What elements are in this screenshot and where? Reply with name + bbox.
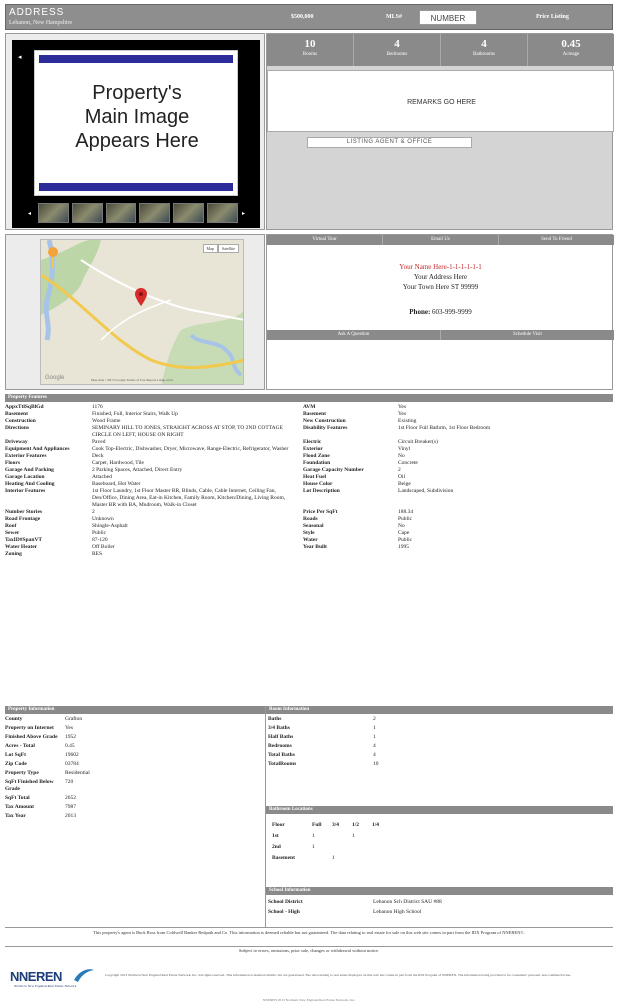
info-value: 2013 <box>65 813 76 819</box>
image-top-bar <box>39 55 233 63</box>
map-graphic <box>41 240 244 385</box>
info-value: 7987 <box>65 804 76 810</box>
room-value: 10 <box>373 761 379 767</box>
bath-floor: 1st <box>272 833 279 839</box>
bath-header-row <box>272 822 392 829</box>
feature-value: 87-120 <box>92 537 108 543</box>
contact-panel <box>266 234 613 390</box>
feature-row <box>5 460 613 467</box>
bath-count <box>352 855 372 862</box>
feature-row <box>5 404 613 411</box>
feature-value: 188.34 <box>398 509 414 515</box>
feature-label: House Color <box>303 481 333 487</box>
feature-value: No <box>398 453 405 459</box>
bath-count <box>332 844 352 851</box>
room-row <box>268 761 613 768</box>
bath-header-cell: 1/4 <box>372 822 380 828</box>
feature-value: Concrete <box>398 460 418 466</box>
feature-row <box>5 439 613 446</box>
feature-row <box>5 530 613 537</box>
feature-row <box>5 537 613 544</box>
feature-row <box>5 474 613 481</box>
info-value: 2652 <box>65 795 76 801</box>
feature-label <box>303 551 398 558</box>
bath-count: 1 <box>352 833 355 839</box>
feature-value <box>398 551 613 558</box>
feature-label: Number Stories <box>5 509 43 515</box>
image-bottom-bar <box>39 183 233 191</box>
logo-subtitle: Northern New England Real Estate Network <box>14 984 77 988</box>
bath-header-cell: Full <box>312 822 322 828</box>
feature-row <box>5 516 613 523</box>
feature-value: Yes <box>398 411 407 417</box>
feature-value: 1995 <box>398 544 409 550</box>
feature-label: Construction <box>5 418 36 424</box>
feature-value: Public <box>398 537 413 543</box>
main-image[interactable] <box>34 50 238 196</box>
info-row <box>5 725 265 732</box>
feature-row <box>5 523 613 530</box>
property-features-table <box>5 404 613 558</box>
info-value: Residential <box>65 770 90 776</box>
feature-value: Beige <box>398 481 411 487</box>
room-row <box>268 752 613 759</box>
feature-label: Equipment And Appliances <box>5 446 70 452</box>
stat-rooms: 10 Rooms <box>267 34 354 66</box>
thumbnail[interactable] <box>173 203 204 223</box>
feature-value: Public <box>398 516 413 522</box>
bath-floor: Basement <box>272 855 295 861</box>
copyright-text: Copyright 2013 Northern New England Real Estate Network, Inc. All rights reserved. This information is deemed reliable, but not guaranteed. The data relating to real estate displayed on this web site comes in part from the IDX Program of NNEREN. The information being provided is for consumers' personal, non-commercial use. <box>105 973 572 977</box>
info-label: County <box>5 716 23 722</box>
school-row <box>268 899 613 906</box>
phone-label: Phone: <box>409 308 431 316</box>
info-value: 19602 <box>65 752 79 758</box>
map[interactable] <box>40 239 244 385</box>
room-row <box>268 716 613 723</box>
feature-label: Price Per SqFt <box>303 509 338 515</box>
feature-label: Sewer <box>5 530 20 536</box>
thumbnail[interactable] <box>38 203 69 223</box>
photo-gallery <box>5 33 265 230</box>
listing-header <box>5 4 613 30</box>
feature-value: Circuit Breaker(s) <box>398 439 438 445</box>
bathroom-locations-table <box>272 822 392 866</box>
info-label: Tax Year <box>5 813 26 819</box>
feature-label: Floors <box>5 460 20 466</box>
feature-label: Garage Capacity Number <box>303 467 364 473</box>
feature-label: Seasonal <box>303 523 324 529</box>
feature-row <box>5 488 613 509</box>
feature-label: Lot Description <box>303 488 340 494</box>
feature-label: Disability Features <box>303 425 348 431</box>
feature-row <box>5 418 613 425</box>
property-information-header: Property Information <box>5 706 265 714</box>
feature-value: Cape <box>398 530 410 536</box>
feature-value: Unknown <box>92 516 114 522</box>
info-row <box>5 734 265 741</box>
info-label: Lot SqFt <box>5 752 26 758</box>
room-row <box>268 743 613 750</box>
feature-value: 2 Parking Spaces, Attached, Direct Entry <box>92 467 183 473</box>
logo-text: NNEREN <box>10 969 62 984</box>
info-row <box>5 813 265 820</box>
stat-bathrooms: 4 Bathrooms <box>441 34 528 66</box>
room-label: Total Baths <box>268 752 295 758</box>
feature-label: Roof <box>5 523 17 529</box>
bath-row <box>272 855 392 862</box>
feature-label: Zoning <box>5 551 22 557</box>
feature-value: Landscaped, Subdivision <box>398 488 454 494</box>
feature-label: AppxTtlSqBlGd <box>5 404 44 410</box>
map-panel <box>5 234 265 390</box>
info-value: Grafton <box>65 716 83 722</box>
google-logo: Google <box>45 375 65 381</box>
bath-count: 1 <box>312 844 315 850</box>
feature-label: Garage And Parking <box>5 467 54 473</box>
info-row <box>5 770 265 777</box>
feature-label: Style <box>303 530 315 536</box>
feature-label: Interior Features <box>5 488 46 494</box>
mls-label: MLS# <box>386 14 403 20</box>
phone-number[interactable]: 603-999-9999 <box>432 308 472 316</box>
price-label: $500,000 <box>291 14 314 20</box>
info-label: Tax Amount <box>5 804 34 810</box>
thumbnail[interactable] <box>72 203 103 223</box>
logo-swoosh-icon <box>74 968 94 982</box>
feature-value: 1st Floor Full Bathrm, 1st Floor Bedroom <box>398 425 491 431</box>
bath-header-cell: Floor <box>272 822 285 828</box>
room-label: Half Baths <box>268 734 294 740</box>
agent-phone <box>267 308 614 316</box>
bath-count <box>372 833 392 840</box>
room-label: 3/4 Baths <box>268 725 290 731</box>
room-row <box>268 725 613 732</box>
feature-label: New Construction <box>303 418 346 424</box>
mls-number-box: NUMBER <box>419 10 477 25</box>
feature-label: Foundation <box>303 460 331 466</box>
feature-value: Shingle-Asphalt <box>92 523 128 529</box>
feature-value: Yes <box>398 404 407 410</box>
room-label: TotalRooms <box>268 761 297 767</box>
info-row <box>5 752 265 759</box>
bath-header-cell: 1/2 <box>352 822 360 828</box>
contact-actions <box>267 330 614 340</box>
feature-value: Finished, Full, Interior Stairs, Walk Up <box>92 411 178 417</box>
contact-tabs <box>267 235 614 245</box>
virtual-tour-button[interactable]: Virtual Tour <box>267 235 383 245</box>
bath-count <box>372 855 392 862</box>
feature-value: 2 <box>398 467 401 473</box>
bath-count <box>352 844 372 851</box>
info-label: SqFt Finished Below Grade <box>5 779 54 792</box>
feature-row <box>5 467 613 474</box>
thumb-next-icon[interactable]: ▸ <box>242 211 246 217</box>
satellite-view-button[interactable]: Satellite <box>218 244 239 253</box>
school-value: Lebanon Sch District SAU #88 <box>373 899 442 905</box>
map-view-button[interactable]: Map <box>203 244 218 253</box>
stats-bar <box>267 34 614 66</box>
feature-value: Public <box>92 530 107 536</box>
school-information-header: School Information <box>266 887 613 895</box>
bath-count: 1 <box>332 855 335 861</box>
info-label: Zip Code <box>5 761 27 767</box>
info-value: 03784 <box>65 761 79 767</box>
bath-count <box>312 855 332 862</box>
bath-row <box>272 844 392 851</box>
room-value: 2 <box>373 716 376 722</box>
feature-value: Wood Frame <box>92 418 121 424</box>
feature-label: Basement <box>5 411 28 417</box>
map-marker-icon[interactable] <box>135 288 147 306</box>
feature-value: RES <box>92 551 103 557</box>
bath-count: 1 <box>312 833 315 839</box>
agent-address: Your Address Here <box>413 273 468 281</box>
info-label: SqFt Total <box>5 795 30 801</box>
feature-value: Baseboard, Hot Water <box>92 481 141 487</box>
address-label: ADDRESS <box>9 7 65 18</box>
info-row <box>5 779 265 793</box>
school-information-table <box>268 899 613 919</box>
feature-row <box>5 425 613 439</box>
feature-value: 1176 <box>92 404 103 410</box>
feature-label: Water <box>303 537 318 543</box>
agent-name: Your Name Here-1-1-1-1-1-1 <box>399 263 482 271</box>
schedule-visit-button[interactable]: Schedule Visit <box>513 332 542 337</box>
stat-acreage: 0.45 Acreage <box>561 38 581 57</box>
info-row <box>5 761 265 768</box>
disclaimer: This property's agent is Buck Ross from Coldwell Banker Redpath and Co. This information is deemed reliable but not guaranteed. The data relating to real estate for sale on this web site comes in part from the IDX Program of NNEREN©. <box>5 927 613 936</box>
feature-row <box>5 481 613 488</box>
room-row <box>268 734 613 741</box>
email-us-button[interactable]: Email Us <box>383 235 499 245</box>
feature-label: Exterior <box>303 446 323 452</box>
room-value: 4 <box>373 743 376 749</box>
feature-label: Heating And Cooling <box>5 481 55 487</box>
footer-text: NNEREN 2013 Northern New England Real Estate Network, Inc. <box>262 998 356 1002</box>
main-image-placeholder-text: Property's Main Image Appears Here <box>75 82 199 152</box>
school-label: School District <box>268 899 303 905</box>
feature-value: Paved <box>92 439 106 445</box>
feature-label: Roads <box>303 516 318 522</box>
feature-value: Oil <box>398 474 406 480</box>
city-label: Lebanon, New Hampshire <box>9 20 73 26</box>
feature-row <box>5 446 613 453</box>
feature-value: Deck <box>92 453 104 459</box>
remarks-box <box>267 70 614 132</box>
listing-agent-box: LISTING AGENT & OFFICE <box>307 137 472 148</box>
property-information-table <box>5 716 265 822</box>
info-row <box>5 716 265 723</box>
map-credit: Map data ©2013 Google Terms of Use Report a map error <box>91 378 173 382</box>
info-value: 720 <box>65 779 74 785</box>
info-row <box>5 743 265 750</box>
prev-arrow-icon[interactable]: ◂ <box>18 53 22 61</box>
info-value: Yes <box>65 725 74 731</box>
feature-label: Year Built <box>303 544 327 550</box>
feature-label: AVM <box>303 404 316 410</box>
feature-row <box>5 453 613 460</box>
listing-status: Price Listing <box>536 14 569 20</box>
feature-value: 2 <box>92 509 95 515</box>
feature-value: Cook Top-Electric, Dishwasher, Dryer, Microwave, Range-Electric, Refrigerator, Washer <box>92 446 289 452</box>
feature-label: Directions <box>5 425 30 431</box>
feature-label: Water Heater <box>5 544 38 550</box>
info-label: Acres - Total <box>5 743 35 749</box>
info-row <box>5 804 265 811</box>
feature-row <box>5 509 613 516</box>
feature-label: Driveway <box>5 439 28 445</box>
property-features-header: Property Features <box>5 394 613 402</box>
thumbnail[interactable] <box>207 203 238 223</box>
bath-header-cell: 3/4 <box>332 822 340 828</box>
stat-bedrooms: 4 Bedrooms <box>354 34 441 66</box>
feature-row <box>5 551 613 558</box>
thumbnail[interactable] <box>106 203 137 223</box>
bath-floor: 2nd <box>272 844 281 850</box>
info-row <box>5 795 265 802</box>
feature-value: SEMINARY HILL TO JONES, STRAIGHT ACROSS AT STOP, TO 2ND COTTAGE CIRCLE ON LEFT, HOUSE ON RIGHT <box>92 425 283 438</box>
school-label: School - High <box>268 909 300 915</box>
feature-label: Road Frontage <box>5 516 41 522</box>
thumbnail[interactable] <box>139 203 170 223</box>
column-divider <box>265 706 266 927</box>
feature-value: Off Boiler <box>92 544 115 550</box>
slideshow <box>12 40 260 228</box>
room-information-table <box>268 716 613 770</box>
feature-value: Existing <box>398 418 417 424</box>
bath-count <box>372 844 392 851</box>
bathroom-locations-header: Bathroom Locations <box>266 806 613 814</box>
room-information-header: Room Information <box>266 706 613 714</box>
remarks-text: REMARKS GO HERE <box>407 99 476 106</box>
feature-value: 1st Floor Laundry, 1st Floor Master BR, Blinds, Cable, Cable Internet, Ceiling Fan, Den/Office, Dining Area, Eat-in Kitchen, Family Room, Kitchen/Dining, Living Room, Master BR with BA, Mudroom, Walk-in Closet <box>92 488 286 508</box>
agent-town: Your Town Here ST 99999 <box>402 283 479 291</box>
feature-label: Heat Fuel <box>303 474 327 480</box>
info-label: Property Type <box>5 770 39 776</box>
feature-label: Flood Zone <box>303 453 330 459</box>
feature-value: Vinyl <box>398 446 411 452</box>
feature-label: Electric <box>303 439 322 445</box>
room-label: Baths <box>268 716 282 722</box>
nneren-logo[interactable] <box>8 964 98 988</box>
feature-value: Carpet, Hardwood, Tile <box>92 460 144 466</box>
thumbnail-strip <box>38 203 238 223</box>
disclaimer-notice: Subject to errors, omissions, prior sale, changes or withdrawal without notice. <box>5 946 613 953</box>
feature-row <box>5 544 613 551</box>
info-value: 0.45 <box>65 743 75 749</box>
feature-value: No <box>398 523 405 529</box>
feature-label: Basement <box>303 411 326 417</box>
thumb-prev-icon[interactable]: ◂ <box>28 211 32 217</box>
feature-label: Exterior Features <box>5 453 47 459</box>
info-label: Property on Internet <box>5 725 54 731</box>
feature-value: Attached <box>92 474 112 480</box>
bath-row <box>272 833 392 840</box>
bath-count <box>332 833 352 840</box>
feature-label: TaxID#SpanVT <box>5 537 43 543</box>
feature-row <box>5 411 613 418</box>
school-value: Lebanon High School <box>373 909 422 915</box>
send-to-friend-button[interactable]: Send To Friend <box>541 237 572 242</box>
info-label: Finished Above Grade <box>5 734 58 740</box>
info-value: 1952 <box>65 734 76 740</box>
school-row <box>268 909 613 916</box>
summary-panel <box>266 33 613 230</box>
room-value: 4 <box>373 752 376 758</box>
room-value: 1 <box>373 725 376 731</box>
room-value: 1 <box>373 734 376 740</box>
room-label: Bedrooms <box>268 743 292 749</box>
ask-question-button[interactable]: Ask A Question <box>267 330 441 340</box>
map-type-toggle <box>203 244 239 253</box>
feature-label: Garage Location <box>5 474 45 480</box>
